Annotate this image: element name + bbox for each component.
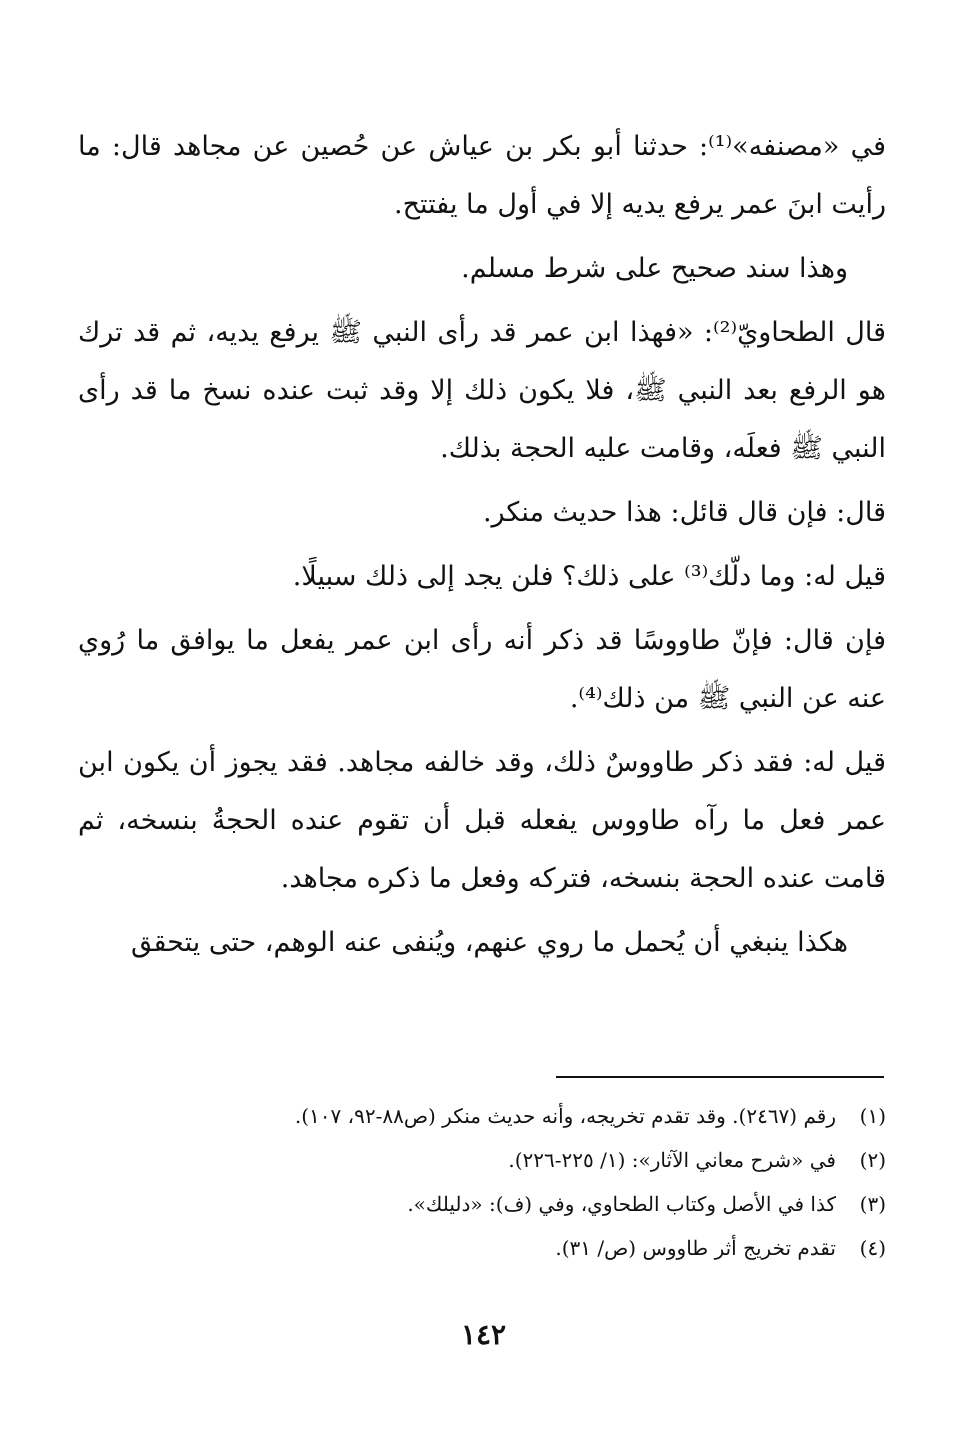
paragraph: في «مصنفه»⁽¹⁾: حدثنا أبو بكر بن عياش عن حُصين عن مجاهد قال: ما رأيت ابنَ عمر يرفع يديه إلا في أول ما يفتتح. (78, 131, 886, 220)
footnote-text: كذا في الأصل وكتاب الطحاوي، وفي (ف): «دليلك». (407, 1192, 836, 1216)
page-number: ١٤٢ (460, 1318, 507, 1351)
footnote-number: (١) (859, 1104, 886, 1128)
main-text (78, 118, 886, 978)
paragraph: هكذا ينبغي أن يُحمل ما روي عنهم، ويُنفى عنه الوهم، حتى يتحقق (131, 927, 848, 958)
footnote-item (90, 1094, 886, 1138)
paragraph: قيل له: وما دلّك⁽³⁾ على ذلك؟ فلن يجد إلى ذلك سبيلًا. (292, 561, 886, 592)
footnote-text: رقم (٢٤٦٧). وقد تقدم تخريجه، وأنه حديث منكر (ص٨٨-٩٢، ١٠٧). (294, 1104, 836, 1128)
paragraph: قال الطحاويّ⁽²⁾: «فهذا ابن عمر قد رأى النبي ﷺ يرفع يديه، ثم قد ترك هو الرفع بعد النبي ﷺ، فلا يكون ذلك إلا وقد ثبت عنده نسخ ما قد رأى النبي ﷺ فعلَه، وقامت عليه الحجة بذلك. (78, 317, 887, 464)
footnote-item (90, 1226, 886, 1270)
paragraph: قيل له: فقد ذكر طاووسٌ ذلك، وقد خالفه مجاهد. فقد يجوز أن يكون ابن عمر فعل ما رآه طاووس يفعله قبل أن تقوم عنده الحجةُ بنسخه، ثم قامت عنده الحجة بنسخه، فتركه وفعل ما ذكره مجاهد. (78, 747, 886, 894)
footnotes (90, 1094, 886, 1270)
paragraph: فإن قال: فإنّ طاووسًا قد ذكر أنه رأى ابن عمر يفعل ما يوافق ما رُوي عنه عن النبي ﷺ من ذلك⁽⁴⁾. (78, 625, 886, 714)
footnote-item (90, 1138, 886, 1182)
footnote-number: (٣) (859, 1192, 886, 1216)
footnote-text: في «شرح معاني الآثار»: (١/ ٢٢٥-٢٢٦). (508, 1148, 836, 1172)
footnote-number: (٤) (859, 1236, 886, 1260)
paragraph: قال: فإن قال قائل: هذا حديث منكر. (482, 497, 886, 528)
footnote-number: (٢) (859, 1148, 886, 1172)
footnote-text: تقدم تخريج أثر طاووس (ص/ ٣١). (555, 1236, 836, 1260)
footnote-item (90, 1182, 886, 1226)
paragraph: وهذا سند صحيح على شرط مسلم. (461, 253, 848, 284)
footnote-separator (556, 1076, 884, 1078)
